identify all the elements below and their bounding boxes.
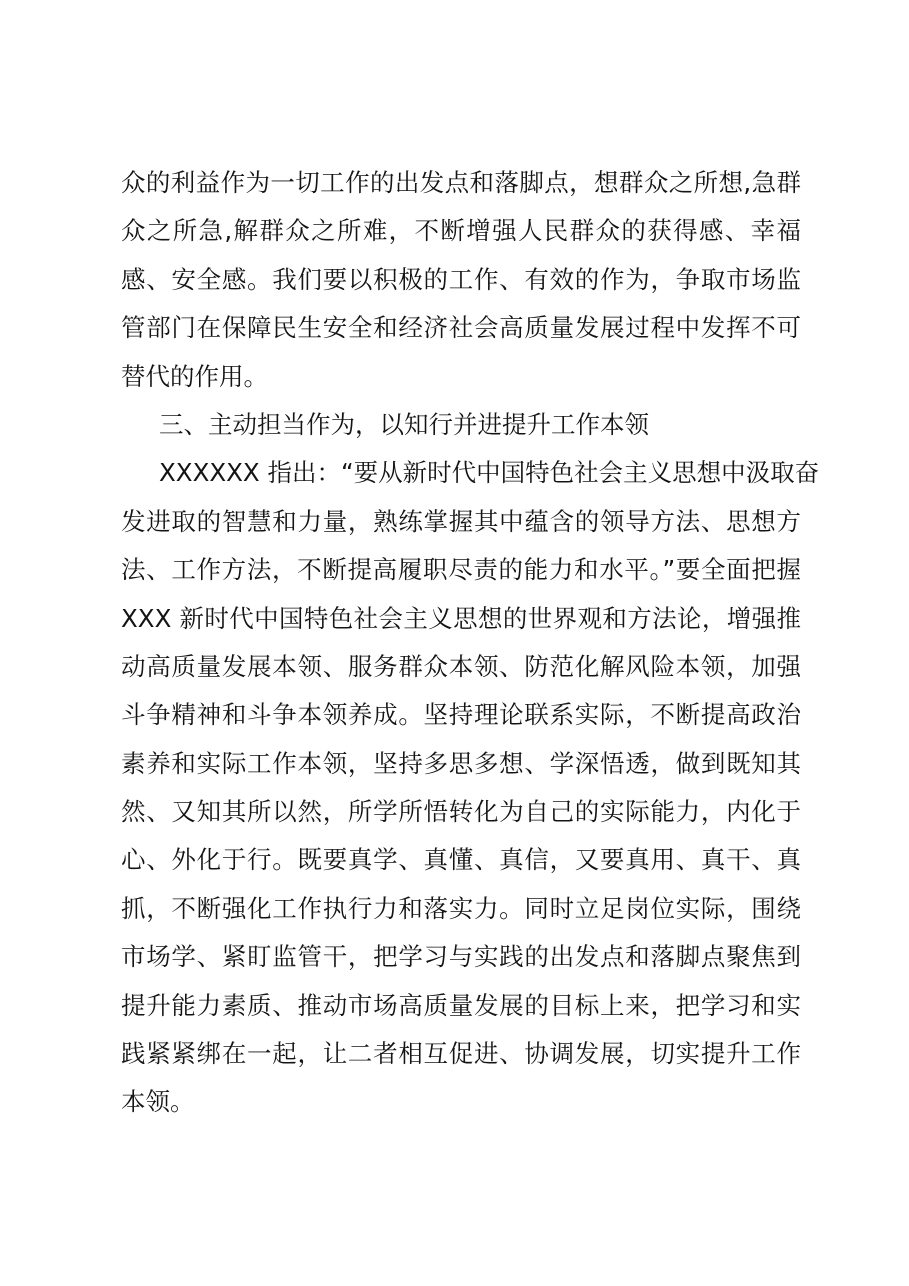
paragraph-line: XXX 新时代中国特色社会主义思想的世界观和方法论，增强推 (121, 603, 801, 633)
paragraph-people-interest (121, 159, 801, 401)
paragraph-line: 替代的作用。 (121, 361, 268, 391)
paragraph-line: 市场学、紧盯监管干，把学习与实践的出发点和落脚点聚焦到 (121, 942, 801, 972)
paragraph-line: 众的利益作为一切工作的出发点和落脚点，想群众之所想,急群 (121, 168, 801, 197)
paragraph-line: 众之所急,解群众之所难，不断增强人民群众的获得感、幸福 (121, 216, 801, 246)
paragraph-line: 践紧紧绑在一起，让二者相互促进、协调发展，切实提升工作 (121, 1039, 801, 1069)
paragraph-line: 素养和实际工作本领，坚持多思多想、学深悟透，做到既知其 (121, 748, 801, 778)
document-body (121, 159, 820, 1127)
paragraph-work-capability (121, 449, 820, 1126)
paragraph-line: 抓，不断强化工作执行力和落实力。同时立足岗位实际，围绕 (121, 893, 801, 923)
section-heading-three (121, 401, 801, 449)
paragraph-line: 感、安全感。我们要以积极的工作、有效的作为，争取市场监 (121, 264, 801, 294)
section-heading-text: 三、主动担当作为，以知行并进提升工作本领 (159, 409, 649, 439)
paragraph-line: 法、工作方法，不断提高履职尽责的能力和水平。”要全面把握 (121, 555, 801, 585)
paragraph-line: 心、外化于行。既要真学、真懂、真信，又要真用、真干、真 (121, 845, 801, 875)
paragraph-line: 本领。 (121, 1087, 195, 1117)
paragraph-line: 动高质量发展本领、服务群众本领、防范化解风险本领，加强 (121, 651, 801, 681)
paragraph-line: 然、又知其所以然，所学所悟转化为自己的实际能力，内化于 (121, 797, 801, 827)
paragraph-line: 发进取的智慧和力量，熟练掌握其中蕴含的领导方法、思想方 (121, 506, 801, 536)
paragraph-line: 管部门在保障民生安全和经济社会高质量发展过程中发挥不可 (121, 313, 801, 343)
paragraph-line: XXXXXX 指出：“要从新时代中国特色社会主义思想中汲取奋 (159, 458, 820, 488)
paragraph-line: 斗争精神和斗争本领养成。坚持理论联系实际，不断提高政治 (121, 700, 801, 730)
paragraph-line: 提升能力素质、推动市场高质量发展的目标上来，把学习和实 (121, 990, 801, 1020)
